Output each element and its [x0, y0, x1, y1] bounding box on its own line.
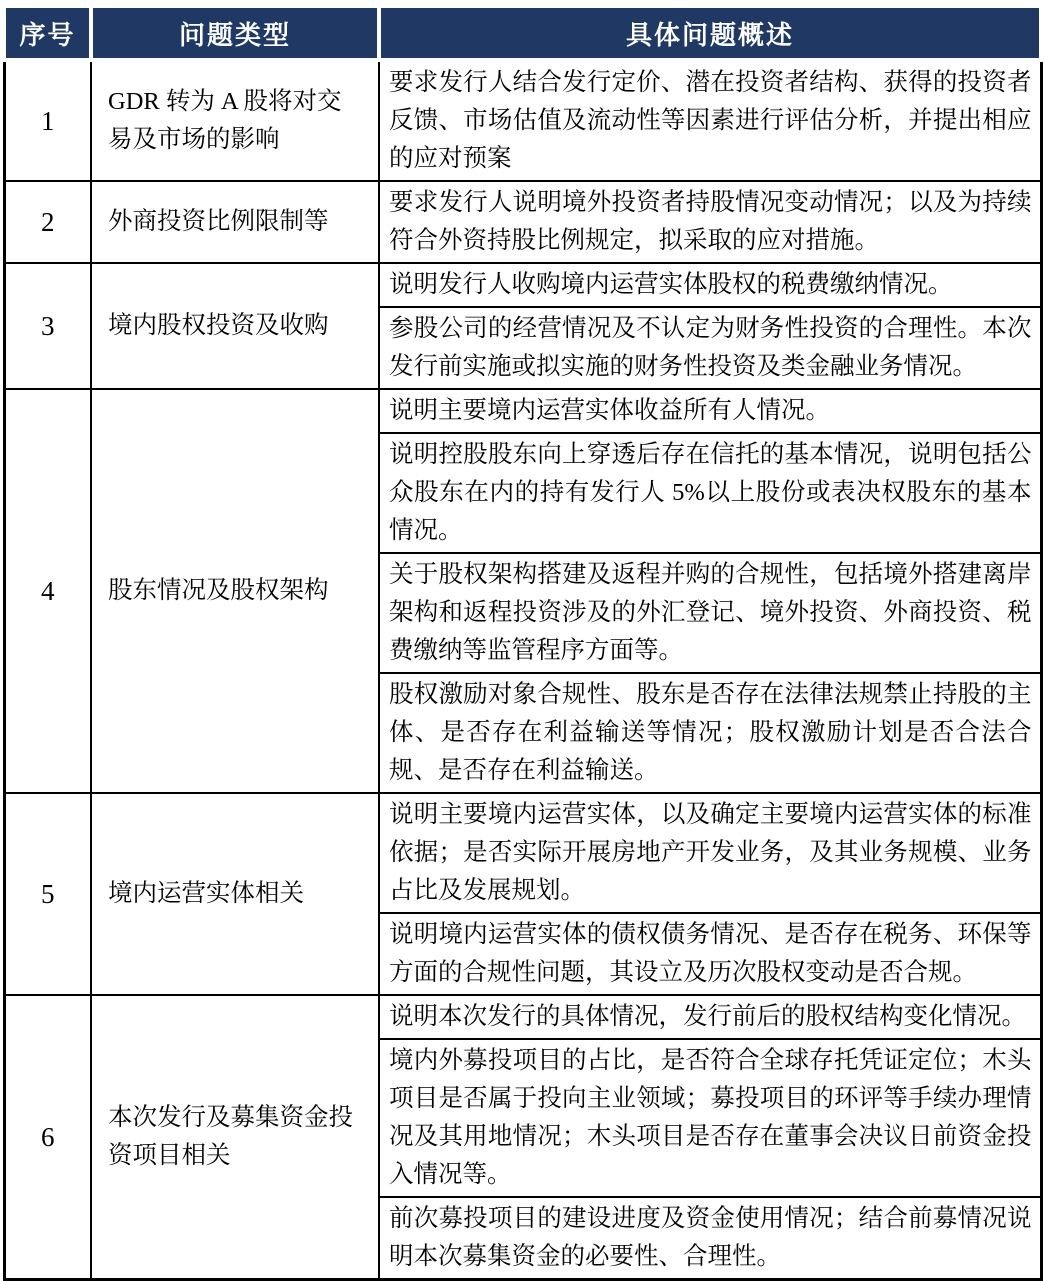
- question-type-cell: GDR 转为 A 股将对交易及市场的影响: [91, 60, 379, 181]
- question-item-cell: 境内外募投项目的占比，是否符合全球存托凭证定位；木头项目是否属于投向主业领域；募投项目的环评等手续办理情况及其用地情况；木头项目是否存在董事会决议日前资金投入情况等。: [379, 1039, 1041, 1197]
- question-type-cell: 本次发行及募集资金投资项目相关: [91, 995, 379, 1280]
- table-row: [4, 60, 1041, 181]
- table-row: [4, 995, 1041, 1039]
- question-item-cell: 说明控股股东向上穿透后存在信托的基本情况，说明包括公众股东在内的持有发行人 5%以上股份或表决权股东的基本情况。: [379, 433, 1041, 553]
- question-item-cell: 说明境内运营实体的债权债务情况、是否存在税务、环保等方面的合规性问题，其设立及历次股权变动是否合规。: [379, 913, 1041, 995]
- table-row: [4, 793, 1041, 913]
- question-type-cell: 境内运营实体相关: [91, 793, 379, 995]
- header-row: [4, 6, 1041, 60]
- question-item-cell: 股权激励对象合规性、股东是否存在法律法规禁止持股的主体、是否存在利益输送等情况；股权激励计划是否合法合规、是否存在利益输送。: [379, 673, 1041, 793]
- question-item-cell: 说明本次发行的具体情况，发行前后的股权结构变化情况。: [379, 995, 1041, 1039]
- row-index-cell: 5: [4, 793, 91, 995]
- row-index-cell: 3: [4, 263, 91, 389]
- question-type-cell: 境内股权投资及收购: [91, 263, 379, 389]
- question-item-cell: 要求发行人结合发行定价、潜在投资者结构、获得的投资者反馈、市场估值及流动性等因素进行评估分析，并提出相应的应对预案: [379, 60, 1041, 181]
- row-index-cell: 2: [4, 181, 91, 263]
- question-item-cell: 说明主要境内运营实体，以及确定主要境内运营实体的标准依据；是否实际开展房地产开发业务，及其业务规模、业务占比及发展规划。: [379, 793, 1041, 913]
- row-index-cell: 1: [4, 60, 91, 181]
- question-item-cell: 前次募投项目的建设进度及资金使用情况；结合前募情况说明本次募集资金的必要性、合理性。: [379, 1197, 1041, 1280]
- header-cell-index: 序号: [4, 6, 91, 60]
- table-row: [4, 263, 1041, 307]
- question-item-cell: 说明主要境内运营实体收益所有人情况。: [379, 389, 1041, 433]
- question-type-cell: 股东情况及股权架构: [91, 389, 379, 793]
- row-index-cell: 6: [4, 995, 91, 1280]
- header-cell-summary: 具体问题概述: [379, 6, 1041, 60]
- table-header: [4, 6, 1041, 60]
- question-type-cell: 外商投资比例限制等: [91, 181, 379, 263]
- table-row: [4, 389, 1041, 433]
- question-item-cell: 要求发行人说明境外投资者持股情况变动情况；以及为持续符合外资持股比例规定，拟采取的应对措施。: [379, 181, 1041, 263]
- question-item-cell: 参股公司的经营情况及不认定为财务性投资的合理性。本次发行前实施或拟实施的财务性投资及类金融业务情况。: [379, 307, 1041, 389]
- question-item-cell: 说明发行人收购境内运营实体股权的税费缴纳情况。: [379, 263, 1041, 307]
- inquiry-table: [2, 4, 1043, 1281]
- row-index-cell: 4: [4, 389, 91, 793]
- table-row: [4, 181, 1041, 263]
- header-cell-type: 问题类型: [91, 6, 379, 60]
- question-item-cell: 关于股权架构搭建及返程并购的合规性，包括境外搭建离岸架构和返程投资涉及的外汇登记、境外投资、外商投资、税费缴纳等监管程序方面等。: [379, 553, 1041, 673]
